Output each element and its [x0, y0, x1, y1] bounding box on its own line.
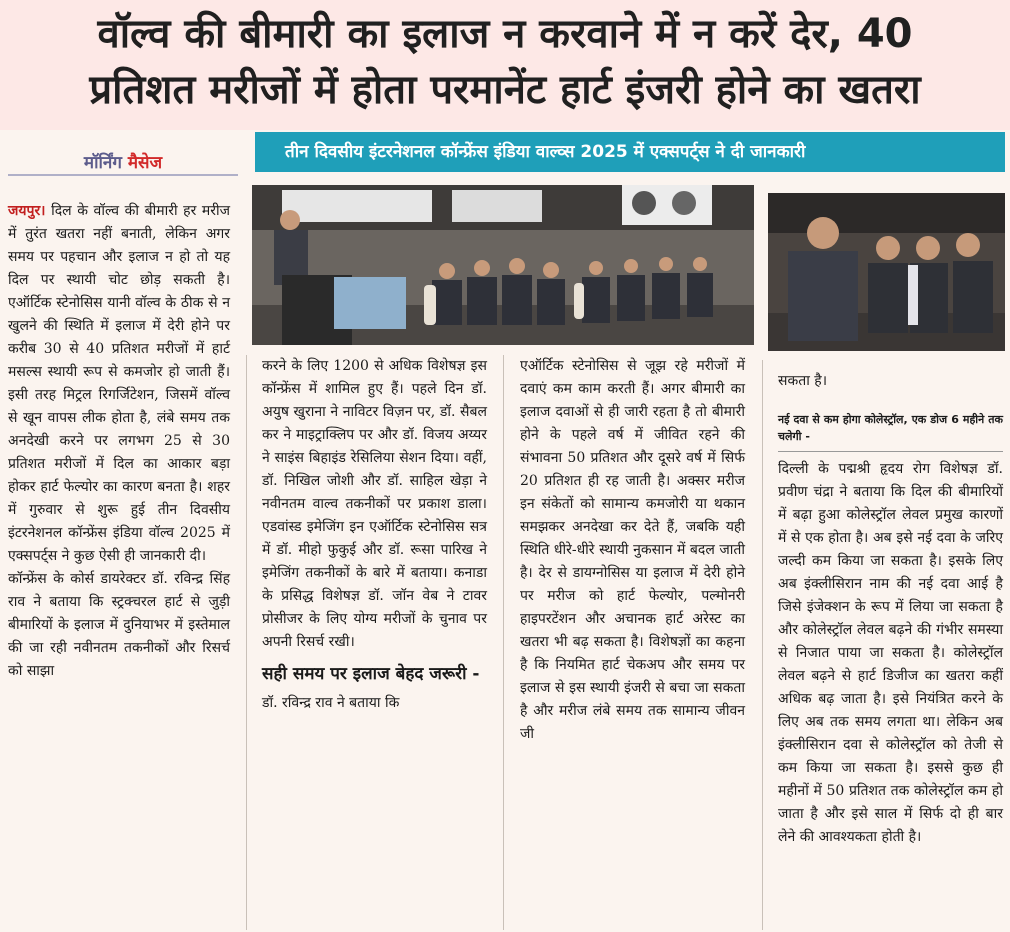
paragraph: सकता है। [778, 373, 828, 389]
column-divider [246, 355, 247, 930]
paragraph: दिल्ली के पद्मश्री हृदय रोग विशेषज्ञ डॉ. प्रवीण चंद्रा ने बताया कि दिल की बीमारियों में बढ़ा हुआ कोलेस्ट्रॉल लेवल प्रमुख कारणों में से एक होता है। अब इसे नई दवा के जरिए जल्दी कम किया जा सकता है। इसके लिए अब इंक्लीसिरान नाम की नई दवा आई है जिसे इंजेक्शन के रूप में लिया जा सकता है और कोलेस्ट्रॉल लेवल बढ़ने की गंभीर समस्या से निजात पाया जा सकता है। कोलेस्ट्रॉल लेवल बढ़ने से हार्ट डिजीज का खतरा कहीं अधिक बढ़ जाता है। इसे नियंत्रित करने के लिए अब तक समय लगता था। लेकिन अब इंक्लीसिरान दवा से कोलेस्ट्रॉल को तेजी से कम किया जा सकता है। इससे कुछ ही महीनों में 50 प्रतिशत तक कोलेस्ट्रॉल कम हो जाता है और इसे साल में सिर्फ दो ही बार लेने की आवश्यकता होती है। [778, 461, 1003, 845]
paragraph: डॉ. रविन्द्र राव ने बताया कि [262, 695, 400, 711]
paragraph: कॉन्फ्रेंस के कोर्स डायरेक्टर डॉ. रविन्द्र सिंह राव ने बताया कि स्ट्रक्चरल हार्ट से जुड़ी बीमारियों के इलाज में दुनियाभर में इस्तेमाल की जा रही नवीनतम तकनीकों और रिसर्च को साझा [8, 571, 230, 679]
column-divider [762, 360, 763, 930]
headline-line-2: प्रतिशत मरीजों में होता परमानेंट हार्ट इंजरी होने का खतरा [89, 67, 921, 113]
conference-stage-photo [252, 185, 754, 345]
kicker-part-1: मॉर्निंग [83, 153, 122, 173]
kicker-part-2: मैसेज [127, 153, 163, 173]
subheading: सही समय पर इलाज बेहद जरूरी - [262, 664, 480, 684]
paragraph-text: दिल के वॉल्व की बीमारी हर मरीज में तुरंत खतरा नहीं बनाती, लेकिन अगर समय पर पहचान और इलाज न हो तो यह दिल पर स्थायी चोट छोड़ सकती है। एऑर्टिक स्टेनोसिस यानी वॉल्व के ठीक से न खुलने की स्थिति में इलाज में देरी होने पर करीब 30 से 40 प्रतिशत मरीजों में हार्ट मसल्स स्थायी रूप से कमजोर हो जाती हैं। इसी तरह मिट्रल रिगर्जिटेशन, जिसमें वॉल्व से खून वापस लीक होता है, लंबे समय तक अनदेखी करने पर लगभग 25 से 30 प्रतिशत मरीजों में दिल का आकार बड़ा होकर हार्ट फेल्योर का कारण बनता है। शहर में गुरुवार से शुरू हुई तीन दिवसीय इंटरनेशनल कॉन्फ्रेंस इंडिया वॉल्व 2025 में एक्सपर्ट्स ने कुछ ऐसी ही जानकारी दी। [8, 203, 231, 564]
paragraph: करने के लिए 1200 से अधिक विशेषज्ञ इस कॉन्फ्रेंस में शामिल हुए हैं। पहले दिन डॉ. अयुष खुराना ने नाविटर विज़न पर, डॉ. सैबल कर ने माइट्राक्लिप पर और डॉ. विजय अय्यर ने साइंस बिहाइंड रेसिलिया सेशन दिया। वहीं, डॉ. निखिल जोशी और डॉ. साहिल खेड़ा ने नवीनतम वाल्व तकनीकों पर प्रकाश डाला। एडवांस्ड इमेजिंग इन एऑर्टिक स्टेनोसिस सत्र में डॉ. मीहो फुकुई और डॉ. रूसा पारिख ने इमेजिंग तकनीकों के बारे में बताया। कनाडा के प्रसिद्ध विशेषज्ञ डॉ. जॉन वेब ने टावर प्रोसीजर के लिए योग्य मरीजों के चुनाव पर अपनी रिसर्च रखी। [262, 358, 487, 650]
article-column-1 [8, 200, 230, 683]
column-divider [503, 355, 504, 930]
panel-discussion-photo [768, 193, 1005, 351]
article-column-4 [778, 370, 1003, 849]
subheading: नई दवा से कम होगा कोलेस्ट्रॉल, एक डोज 6 महीने तक चलेगी - [778, 411, 1003, 452]
article-column-3 [520, 355, 745, 746]
article-column-2 [262, 355, 487, 715]
paragraph: एऑर्टिक स्टेनोसिस से जूझ रहे मरीजों में दवाएं कम काम करती हैं। अगर बीमारी का इलाज दवाओं से ही जारी रहता है तो बीमारी होने के पहले वर्ष में जीवित रहने की संभावना 50 प्रतिशत और दूसरे वर्ष में सिर्फ 20 प्रतिशत ही रह जाती है। अक्सर मरीज इन संकेतों को सामान्य कमजोरी या थकान समझकर अनदेखा कर देते हैं, जबकि यही स्थिति धीरे-धीरे स्थायी नुकसान में बदल जाती है। देर से डायग्नोसिस या इलाज में देरी होने पर मरीज को हार्ट फेल्योर, पल्मोनरी हाइपरटेंशन और अचानक हार्ट अरेस्ट का खतरा भी बढ़ सकता है। विशेषज्ञों का कहना है कि नियमित हार्ट चेकअप और समय पर इलाज से इस स्थायी इंजरी से बचा जा सकता है और मरीज लंबे समय तक सामान्य जीवन जी [520, 358, 745, 742]
subheadline-banner: तीन दिवसीय इंटरनेशनल कॉन्फ्रेंस इंडिया वाल्व्स 2025 में एक्सपर्ट्स ने दी जानकारी [255, 132, 1005, 172]
paragraph [8, 200, 230, 568]
dateline: जयपुर। [8, 203, 46, 219]
section-kicker [8, 150, 238, 176]
headline [0, 0, 1010, 130]
headline-line-1: वॉल्व की बीमारी का इलाज न करवाने में न करें देर, 40 [97, 11, 913, 57]
